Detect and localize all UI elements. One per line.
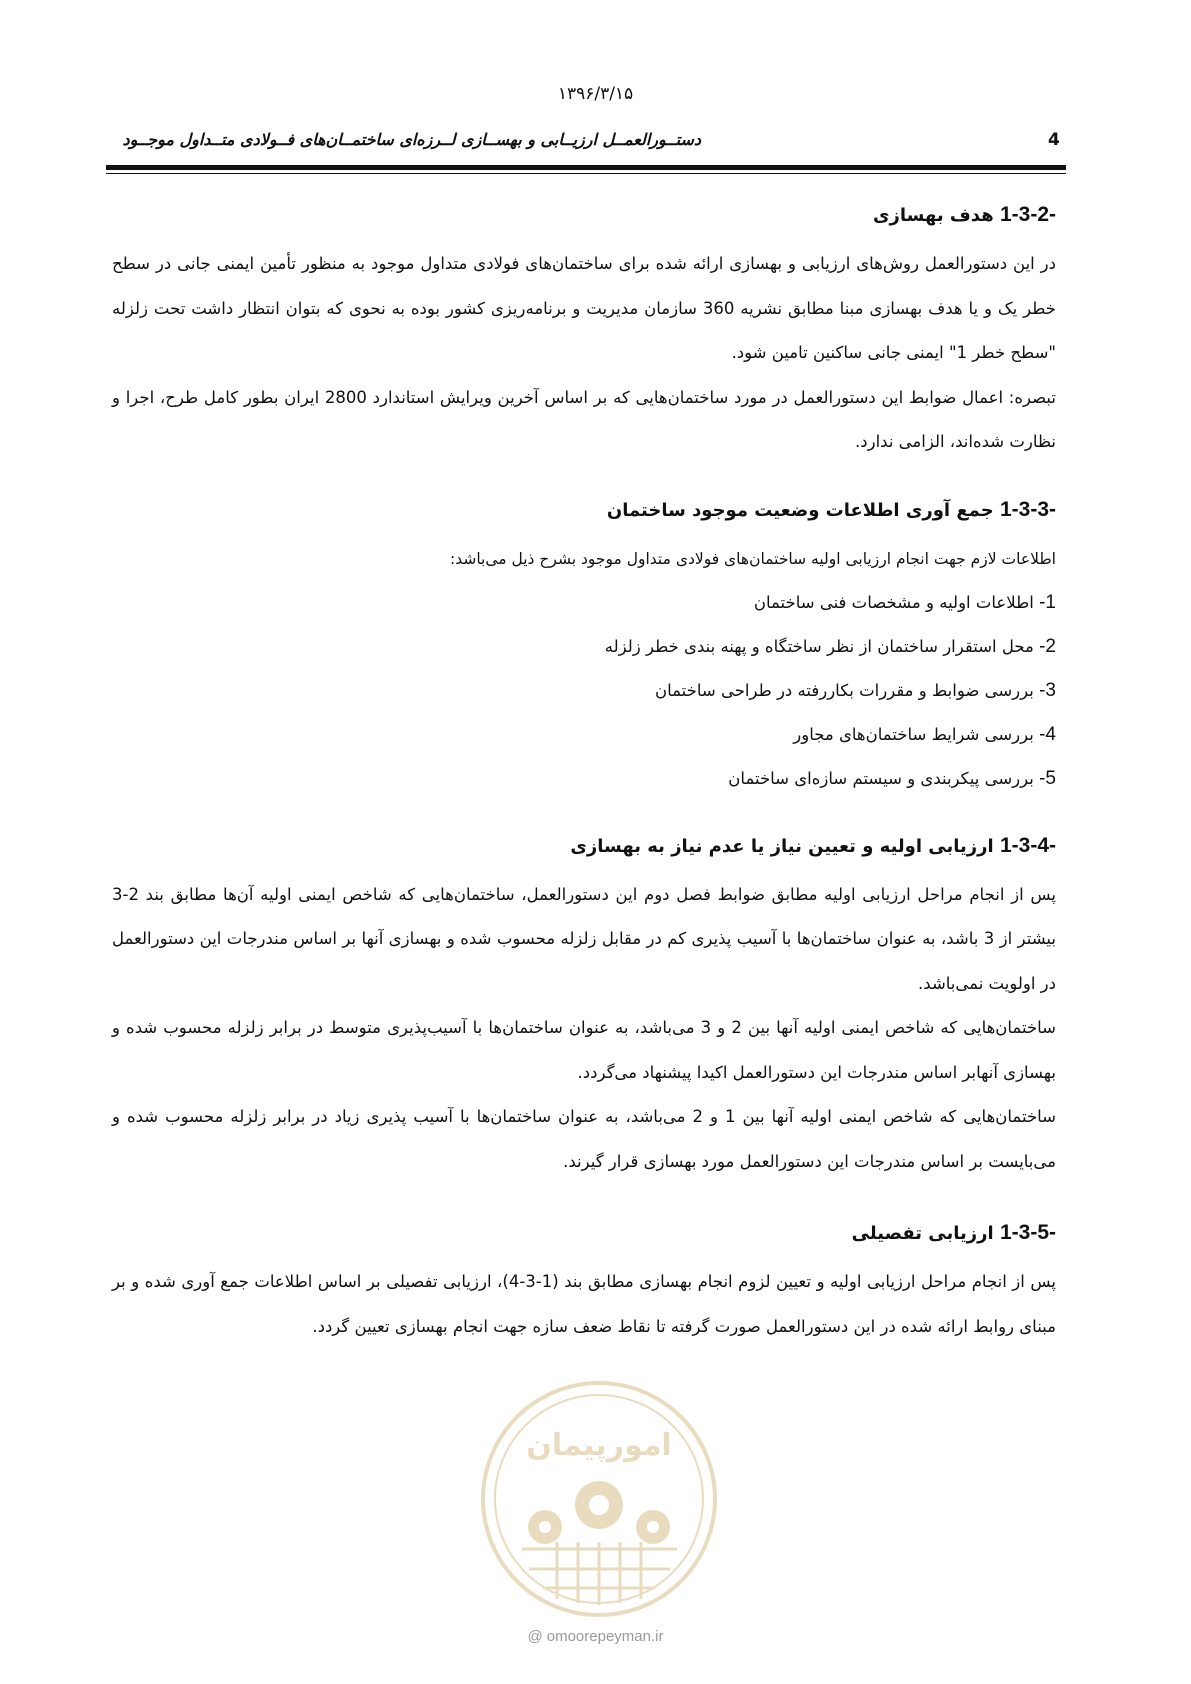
- list-item-text: بررسی پیکربندی و سیستم سازه‌ای ساختمان: [728, 768, 1034, 788]
- section-heading: [112, 819, 1056, 873]
- paragraph: ساختمان‌هایی که شاخص ایمنی اولیه آنها بین 1 و 2 می‌باشد، به عنوان ساختمان‌ها با آسیب پذیری زیاد در برابر زلزله محسوب شده و می‌بایست بر اساس مندرجات این دستورالعمل مورد بهسازی قرار گیرند.: [112, 1107, 1056, 1171]
- info-list: [112, 581, 1056, 801]
- section-number: 1-3-5-: [999, 1221, 1056, 1244]
- page-number: 4: [1048, 130, 1060, 150]
- watermark-logo-text: امورپیمان: [526, 1428, 672, 1463]
- list-item-text: محل استقرار ساختمان از نظر ساختگاه و پهنه بندی خطر زلزله: [604, 636, 1034, 656]
- paragraph: ساختمان‌هایی که شاخص ایمنی اولیه آنها بین 2 و 3 می‌باشد، به عنوان ساختمان‌ها با آسیب‌پذیری متوسط در برابر زلزله محسوب شده و بهسازی آنهابر اساس مندرجات این دستورالعمل اکیدا پیشنهاد می‌گردد.: [112, 1018, 1057, 1082]
- section-title: ارزیابی تفصیلی: [851, 1223, 994, 1244]
- list-item: [112, 757, 1056, 801]
- list-item: [112, 625, 1056, 669]
- list-intro: اطلاعات لازم جهت انجام ارزیابی اولیه ساختمان‌های فولادی متداول موجود بشرح ذیل می‌باشد:: [449, 549, 1056, 568]
- list-item: [112, 581, 1056, 625]
- header-rule: [106, 165, 1066, 170]
- list-item-text: بررسی شرایط ساختمان‌های مجاور: [793, 724, 1034, 744]
- watermark-site-text: omoorepeyman.ir: [546, 1628, 664, 1645]
- list-item-number: 3-: [1039, 679, 1056, 701]
- watermark-site: [0, 1628, 1191, 1645]
- section-number: 1-3-4-: [999, 833, 1056, 857]
- paragraph: پس از انجام مراحل ارزیابی اولیه و تعیین لزوم انجام بهسازی مطابق بند (1-3-4)، ارزیابی تفصیلی بر اساس اطلاعات جمع آوری شده و بر مبنای روابط ارائه شده در این دستورالعمل صورت گرفته تا نقاط ضعف سازه جهت انجام بهسازی تعیین گردد.: [112, 1272, 1056, 1336]
- section-heading: [112, 1206, 1056, 1260]
- section-title: ارزیابی اولیه و تعیین نیاز یا عدم نیاز به بهسازی: [570, 835, 994, 857]
- list-item: [112, 713, 1056, 757]
- running-title: دستــورالعمــل ارزیــابی و بهســازی لــرزه‌ای ساختمــان‌های فــولادی متــداول موجــود: [122, 130, 701, 149]
- document-date: ۱۳۹۶/۳/۱۵: [557, 84, 634, 104]
- list-item-text: اطلاعات اولیه و مشخصات فنی ساختمان: [753, 592, 1034, 612]
- paragraph: پس از انجام مراحل ارزیابی اولیه مطابق ضوابط فصل دوم این دستورالعمل، ساختمان‌هایی که شاخص ایمنی اولیه آن‌ها مطابق بند 2-3 بیشتر از 3 باشد، به عنوان ساختمان‌ها با آسیب پذیری کم در مقابل زلزله محسوب شده و بهسازی آنها بر اساس مندرجات این دستورالعمل در اولویت نمی‌باشد.: [112, 884, 1056, 993]
- section-number: 1-3-3-: [999, 497, 1056, 521]
- watermark-logo: [477, 1377, 722, 1622]
- list-item-number: 2-: [1039, 635, 1056, 657]
- section-title: هدف بهسازی: [873, 205, 994, 226]
- list-item-number: 4-: [1039, 723, 1056, 745]
- header-rule-thin: [106, 173, 1066, 174]
- section-title: جمع آوری اطلاعات وضعیت موجود ساختمان: [606, 499, 994, 521]
- list-item-number: 5-: [1039, 767, 1056, 789]
- section-number: 1-3-2-: [999, 203, 1056, 226]
- paragraph: در این دستورالعمل روش‌های ارزیابی و بهسازی ارائه شده برای ساختمان‌های فولادی متداول موجود به منظور تأمین ایمنی جانی در سطح خطر یک و یا هدف بهسازی مبنا مطابق نشریه 360 سازمان مدیریت و برنامه‌ریزی کشور بوده به نحوی که بتوان انتظار داشت تحت زلزله "سطح خطر 1" ایمنی جانی ساکنین تامین شود.: [112, 254, 1057, 362]
- section-heading: [112, 188, 1056, 242]
- at-icon: @: [527, 1628, 543, 1645]
- list-item: [112, 669, 1056, 713]
- page-content: [112, 188, 1056, 1349]
- list-item-number: 1-: [1039, 591, 1056, 613]
- note-paragraph: تبصره: اعمال ضوابط این دستورالعمل در مورد ساختمان‌هایی که بر اساس آخرین ویرایش استاندارد 2800 ایران بطور کامل طرح، اجرا و نظارت شده‌اند، الزامی ندارد.: [112, 387, 1056, 451]
- section-heading: [112, 483, 1056, 537]
- list-item-text: بررسی ضوابط و مقررات بکاررفته در طراحی ساختمان: [654, 680, 1034, 700]
